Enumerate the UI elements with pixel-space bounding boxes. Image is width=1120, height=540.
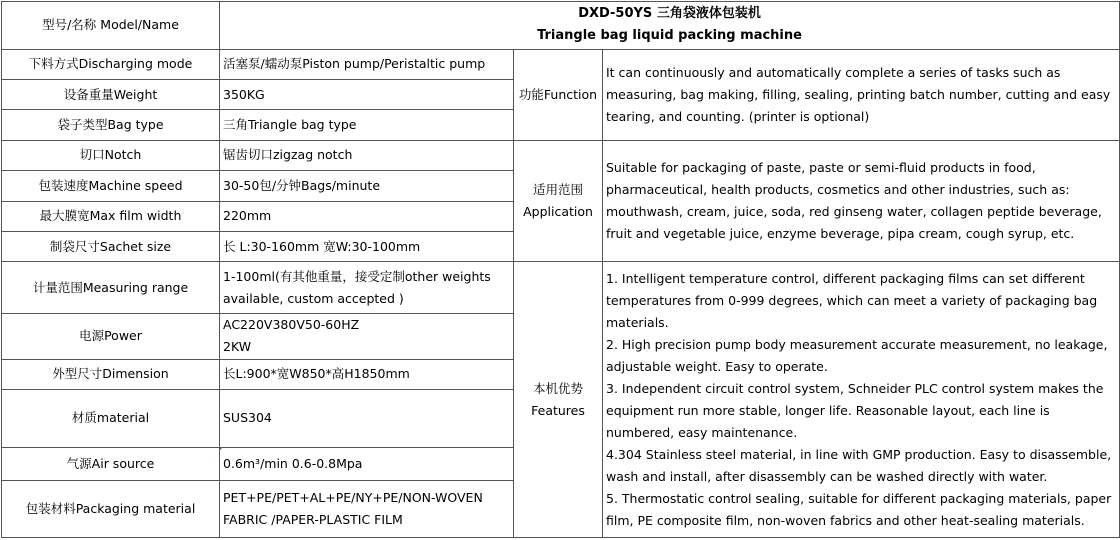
header-row bbox=[2, 2, 1120, 50]
spec-value: 0.6m³/min 0.6-0.8Mpa bbox=[220, 447, 514, 480]
application-label-cn: 适用范围 bbox=[532, 182, 583, 198]
spec-value: 1-100ml(有其他重量，接受定制other weights available, custom accepted ) bbox=[220, 262, 514, 314]
spec-value: SUS304 bbox=[220, 390, 514, 448]
features-label-en: Features bbox=[531, 402, 585, 418]
spec-value: 220mm bbox=[220, 201, 514, 231]
spec-table bbox=[1, 1, 1120, 538]
spec-label: 最大膜宽Max film width bbox=[2, 201, 220, 231]
features-list bbox=[603, 262, 1120, 538]
features-label bbox=[514, 262, 603, 538]
list-item: 5. Thermostatic control sealing, suitable for different packaging materials, paper film, PE composite film, non-woven fabrics and other heat-sealing materials. bbox=[606, 490, 1112, 528]
function-text: It can continuously and automatically complete a series of tasks such as measuring, bag making, filling, sealing, printing batch number, cutting and easy tearing, and counting. (printer is optional) bbox=[603, 49, 1120, 140]
function-label: 功能Function bbox=[514, 49, 603, 140]
spec-label: 外型尺寸Dimension bbox=[2, 359, 220, 389]
machine-title bbox=[220, 2, 1120, 50]
spec-label: 包装材料Packaging material bbox=[2, 481, 220, 538]
spec-label: 设备重量Weight bbox=[2, 80, 220, 110]
spec-label: 切口Notch bbox=[2, 140, 220, 170]
application-label-en: Application bbox=[523, 204, 593, 220]
power-wattage: 2KW bbox=[223, 339, 252, 355]
spec-label: 材质material bbox=[2, 390, 220, 448]
spec-label: 袋子类型Bag type bbox=[2, 110, 220, 140]
list-item: 4.304 Stainless steel material, in line with GMP production. Easy to disassemble, wash and install, after disassembly can be washed directly with water. bbox=[606, 446, 1112, 484]
spec-value: PET+PE/PET+AL+PE/NY+PE/NON-WOVEN FABRIC /PAPER-PLASTIC FILM bbox=[220, 481, 514, 538]
title-model: DXD-50YS 三角袋液体包装机 bbox=[578, 6, 761, 22]
spec-label: 包装速度Machine speed bbox=[2, 171, 220, 201]
table-row bbox=[2, 140, 1120, 170]
application-label bbox=[514, 140, 603, 262]
spec-value: 30-50包/分钟Bags/minute bbox=[220, 171, 514, 201]
spec-label: 下料方式Discharging mode bbox=[2, 49, 220, 79]
power-voltage: AC220V380V50-60HZ bbox=[223, 317, 360, 333]
table-row bbox=[2, 49, 1120, 79]
model-name-label: 型号/名称 Model/Name bbox=[2, 2, 220, 50]
spec-value: 三角Triangle bag type bbox=[220, 110, 514, 140]
title-english: Triangle bag liquid packing machine bbox=[537, 28, 802, 44]
spec-value: 活塞泵/蠕动泵Piston pump/Peristaltic pump bbox=[220, 49, 514, 79]
list-item: 2. High precision pump body measurement accurate measurement, no leakage, adjustable weight. Easy to operate. bbox=[606, 336, 1108, 374]
spec-value: 350KG bbox=[220, 80, 514, 110]
table-row bbox=[2, 262, 1120, 314]
spec-label: 计量范围Measuring range bbox=[2, 262, 220, 314]
list-item: 1. Intelligent temperature control, different packaging films can set different temperatures from 0-999 degrees, which can meet a variety of packaging bag materials. bbox=[606, 270, 1098, 330]
spec-label: 电源Power bbox=[2, 314, 220, 360]
spec-label: 制袋尺寸Sachet size bbox=[2, 231, 220, 261]
spec-value bbox=[220, 314, 514, 360]
features-label-cn: 本机优势 bbox=[532, 380, 583, 396]
spec-label: 气源Air source bbox=[2, 447, 220, 480]
spec-value: 锯齿切口zigzag notch bbox=[220, 140, 514, 170]
application-text: Suitable for packaging of paste, paste or semi-fluid products in food, pharmaceutical, health products, cosmetics and other industries, such as: mouthwash, cream, juice, soda, red ginseng water, collagen peptide beverage, fruit and vegetable juice, enzyme beverage, pipa cream, cough syrup, etc. bbox=[603, 140, 1120, 262]
list-item: 3. Independent circuit control system, Schneider PLC control system makes the equipment run more stable, longer life. Reasonable layout, each line is numbered, easy maintenance. bbox=[606, 380, 1104, 440]
spec-value: 长L:900*宽W850*高H1850mm bbox=[220, 359, 514, 389]
spec-value: 长 L:30-160mm 宽W:30-100mm bbox=[220, 231, 514, 261]
